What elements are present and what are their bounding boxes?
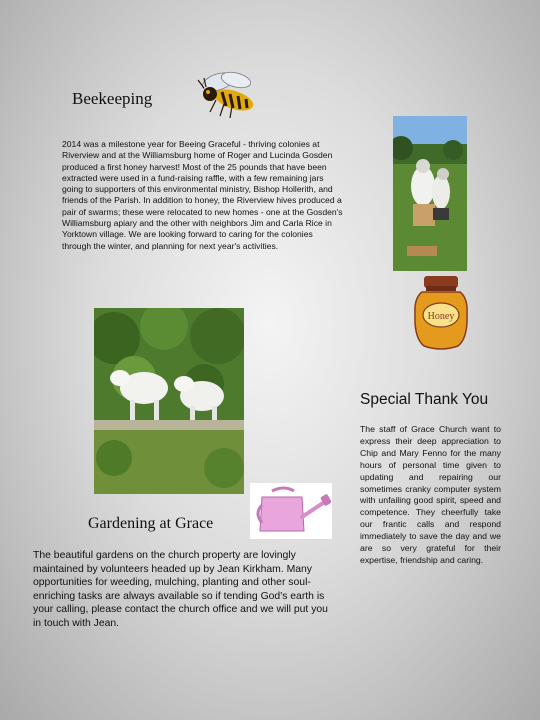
beekeeping-title: Beekeeping <box>72 89 153 108</box>
beekeeping-article: 2014 was a milestone year for Beeing Graceful - thriving colonies at Riverview and at the Williamsburg home of Roger and Lucinda Gosden produced a first honey harvest! Most of the 25 pounds that have been extracted were used in a fund-raising raffle, with a few remaining jars going to supporters of this environmental ministry, Bishop Hollerith, and friends of the Parish. In addition to honey, the Riverview hives produced a pair of swarms; these were relocated to new homes - one at the Gosden's Williamsburg apiary and the other with neighbors Jim and Carla Rice in Yorktown village. We are looking forward to caring for the colonies through the winter, and planning for next year's activities. <box>62 139 343 251</box>
gardening-article: The beautiful gardens on the church property are lovingly maintained by volunteers headed up by Jean Kirkham. Many opportunities for weeding, mulching, planting and other soul-enriching tasks are always available so if tending God's earth is your calling, please contact the church office and we will put you in touch with Jean. <box>33 550 328 629</box>
honey-jar-icon <box>412 274 470 350</box>
watering-can-icon <box>250 483 332 539</box>
bee-icon <box>196 70 260 120</box>
lamb-sculptures-photo <box>94 308 244 494</box>
thank-you-article: The staff of Grace Church want to express their deep appreciation to Chip and Mary Fenno for the many hours of personal time given to updating and repairing our sometimes cranky computer system with unfailing good spirit, speed and competence. They cheerfully take our frantic calls and respond immediately to save the day and we are so very grateful for their expertise, friendship and caring. <box>360 424 501 565</box>
gardening-title: Gardening at Grace <box>88 515 214 532</box>
honey-jar-label: Honey <box>427 311 455 322</box>
beekeepers-photo <box>393 116 467 271</box>
thank-you-title: Special Thank You <box>360 391 489 408</box>
